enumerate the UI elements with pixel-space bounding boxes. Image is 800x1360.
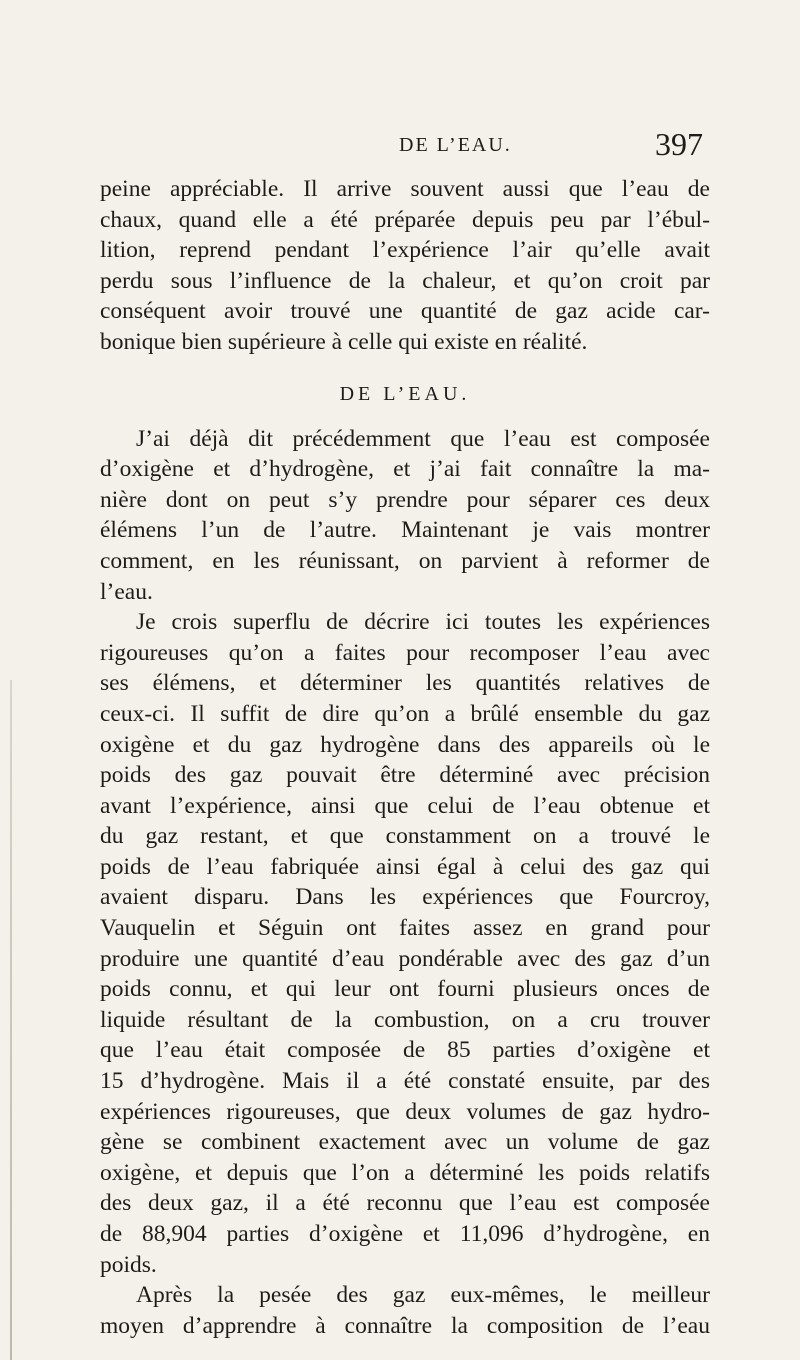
text-line: du gaz restant, et que constamment on a trouvé le — [100, 823, 710, 850]
text-line: poids de l’eau fabriquée ainsi égal à celui des gaz qui — [100, 853, 710, 880]
paragraph-continued — [100, 174, 710, 358]
text-line: avaient disparu. Dans les expériences que Fourcroy, — [100, 884, 710, 911]
text-line: Vauquelin et Séguin ont faites assez en grand pour — [100, 915, 710, 942]
text-line: l’eau. — [100, 578, 153, 605]
text-line: 15 d’hydrogène. Mais il a été constaté ensuite, par des — [100, 1068, 710, 1095]
text-line: que l’eau était composée de 85 parties d’oxigène et — [100, 1037, 710, 1064]
text-line: liquide résultant de la combustion, on a cru trouver — [100, 1006, 710, 1033]
text-line: rigoureuses qu’on a faites pour recomposer l’eau avec — [100, 639, 710, 666]
text-line: moyen d’apprendre à connaître la composition de l’eau — [100, 1312, 710, 1339]
paragraph — [100, 424, 710, 608]
text-line: oxigène et du gaz hydrogène dans des appareils où le — [100, 731, 710, 758]
text-line: lition, reprend pendant l’expérience l’air qu’elle avait — [100, 237, 710, 264]
text-line: poids des gaz pouvait être déterminé avec précision — [100, 762, 710, 789]
text-line: poids. — [100, 1251, 157, 1278]
paragraph — [100, 1280, 710, 1341]
text-line: perdu sous l’influence de la chaleur, et qu’on croit par — [100, 267, 710, 294]
text-line: conséquent avoir trouvé une quantité de gaz acide car- — [100, 298, 710, 325]
text-line: d’oxigène et d’hydrogène, et j’ai fait connaître la ma- — [100, 456, 710, 483]
text-line: bonique bien supérieure à celle qui existe en réalité. — [100, 328, 588, 355]
section-heading: DE L’EAU. — [339, 382, 471, 405]
text-line: gène se combinent exactement avec un volume de gaz — [100, 1129, 710, 1156]
text-line: Je crois superflu de décrire ici toutes les expériences — [136, 609, 710, 636]
running-title: DE L’EAU. — [399, 134, 512, 156]
text-line: élémens l’un de l’autre. Maintenant je vais montrer — [100, 517, 710, 544]
page-number: 397 — [655, 126, 703, 162]
text-line: J’ai déjà dit précédemment que l’eau est composée — [136, 425, 710, 452]
text-line: ceux-ci. Il suffit de dire qu’on a brûlé ensemble du gaz — [100, 700, 710, 727]
text-line: expériences rigoureuses, que deux volumes de gaz hydro- — [100, 1098, 710, 1125]
text-line: des deux gaz, il a été reconnu que l’eau est composée — [100, 1190, 710, 1217]
page-edge-shadow — [10, 680, 12, 1360]
text-line: produire une quantité d’eau pondérable avec des gaz d’un — [100, 945, 710, 972]
text-line: chaux, quand elle a été préparée depuis peu par l’ébul- — [100, 206, 710, 233]
paragraph — [100, 607, 710, 1280]
text-line: ses élémens, et déterminer les quantités relatives de — [100, 670, 710, 697]
text-line: peine appréciable. Il arrive souvent aussi que l’eau de — [100, 176, 710, 202]
text-line: comment, en les réunissant, on parvient à reformer de — [100, 547, 710, 574]
text-line: avant l’expérience, ainsi que celui de l’eau obtenue et — [100, 792, 710, 819]
body-text — [100, 174, 710, 1341]
text-line: de 88,904 parties d’oxigène et 11,096 d’hydrogène, en — [100, 1221, 710, 1247]
text-line: nière dont on peut s’y prendre pour séparer ces deux — [100, 486, 710, 513]
text-line: oxigène, et depuis que l’on a déterminé les poids relatifs — [100, 1159, 710, 1186]
text-line: Après la pesée des gaz eux-mêmes, le meilleur — [136, 1282, 710, 1309]
text-line: poids connu, et qui leur ont fourni plusieurs onces de — [100, 976, 710, 1003]
running-head — [100, 126, 710, 170]
